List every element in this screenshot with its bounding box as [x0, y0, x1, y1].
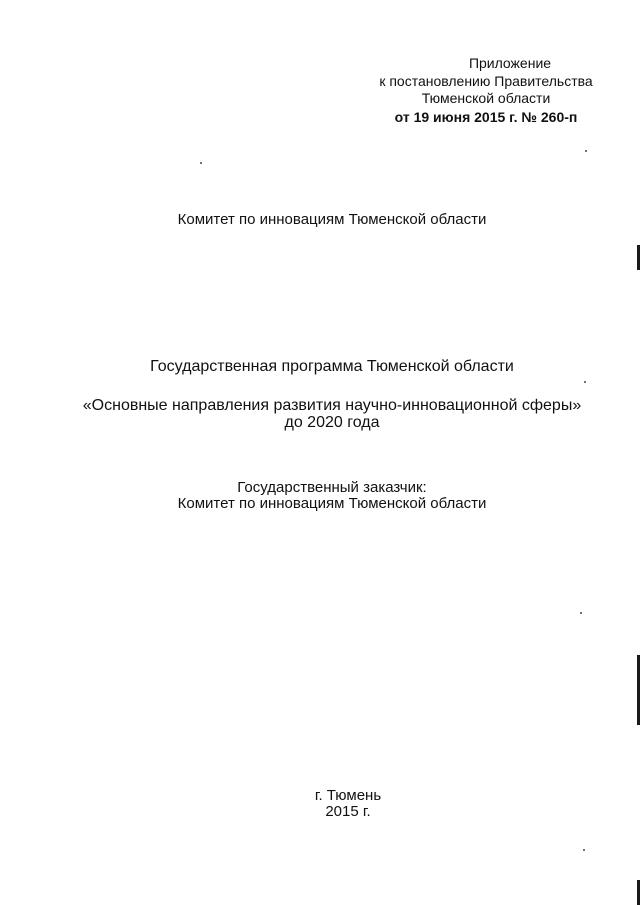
customer-label: Государственный заказчик: [237, 479, 427, 496]
appendix-date-number: от 19 июня 2015 г. № 260-п [394, 109, 578, 125]
appendix-title: Приложение [468, 55, 552, 71]
scan-speck [584, 381, 586, 383]
footer-year: 2015 г. [325, 803, 371, 820]
appendix-resolution-line: к постановлению Правительства [379, 73, 593, 89]
footer-city: г. Тюмень [314, 787, 382, 804]
customer-name: Комитет по инновациям Тюменской области [177, 495, 487, 512]
scan-speck [200, 162, 202, 164]
committee-heading: Комитет по инновациям Тюменской области [177, 211, 487, 228]
appendix-region-line: Тюменской области [421, 90, 551, 106]
program-title-line3: до 2020 года [284, 414, 380, 431]
scan-speck [580, 612, 582, 614]
scan-speck [585, 150, 587, 152]
program-title-line1: Государственная программа Тюменской области [150, 358, 514, 375]
program-title-line2: «Основные направления развития научно-инновационной сферы» [82, 397, 582, 414]
scan-speck [583, 849, 585, 851]
